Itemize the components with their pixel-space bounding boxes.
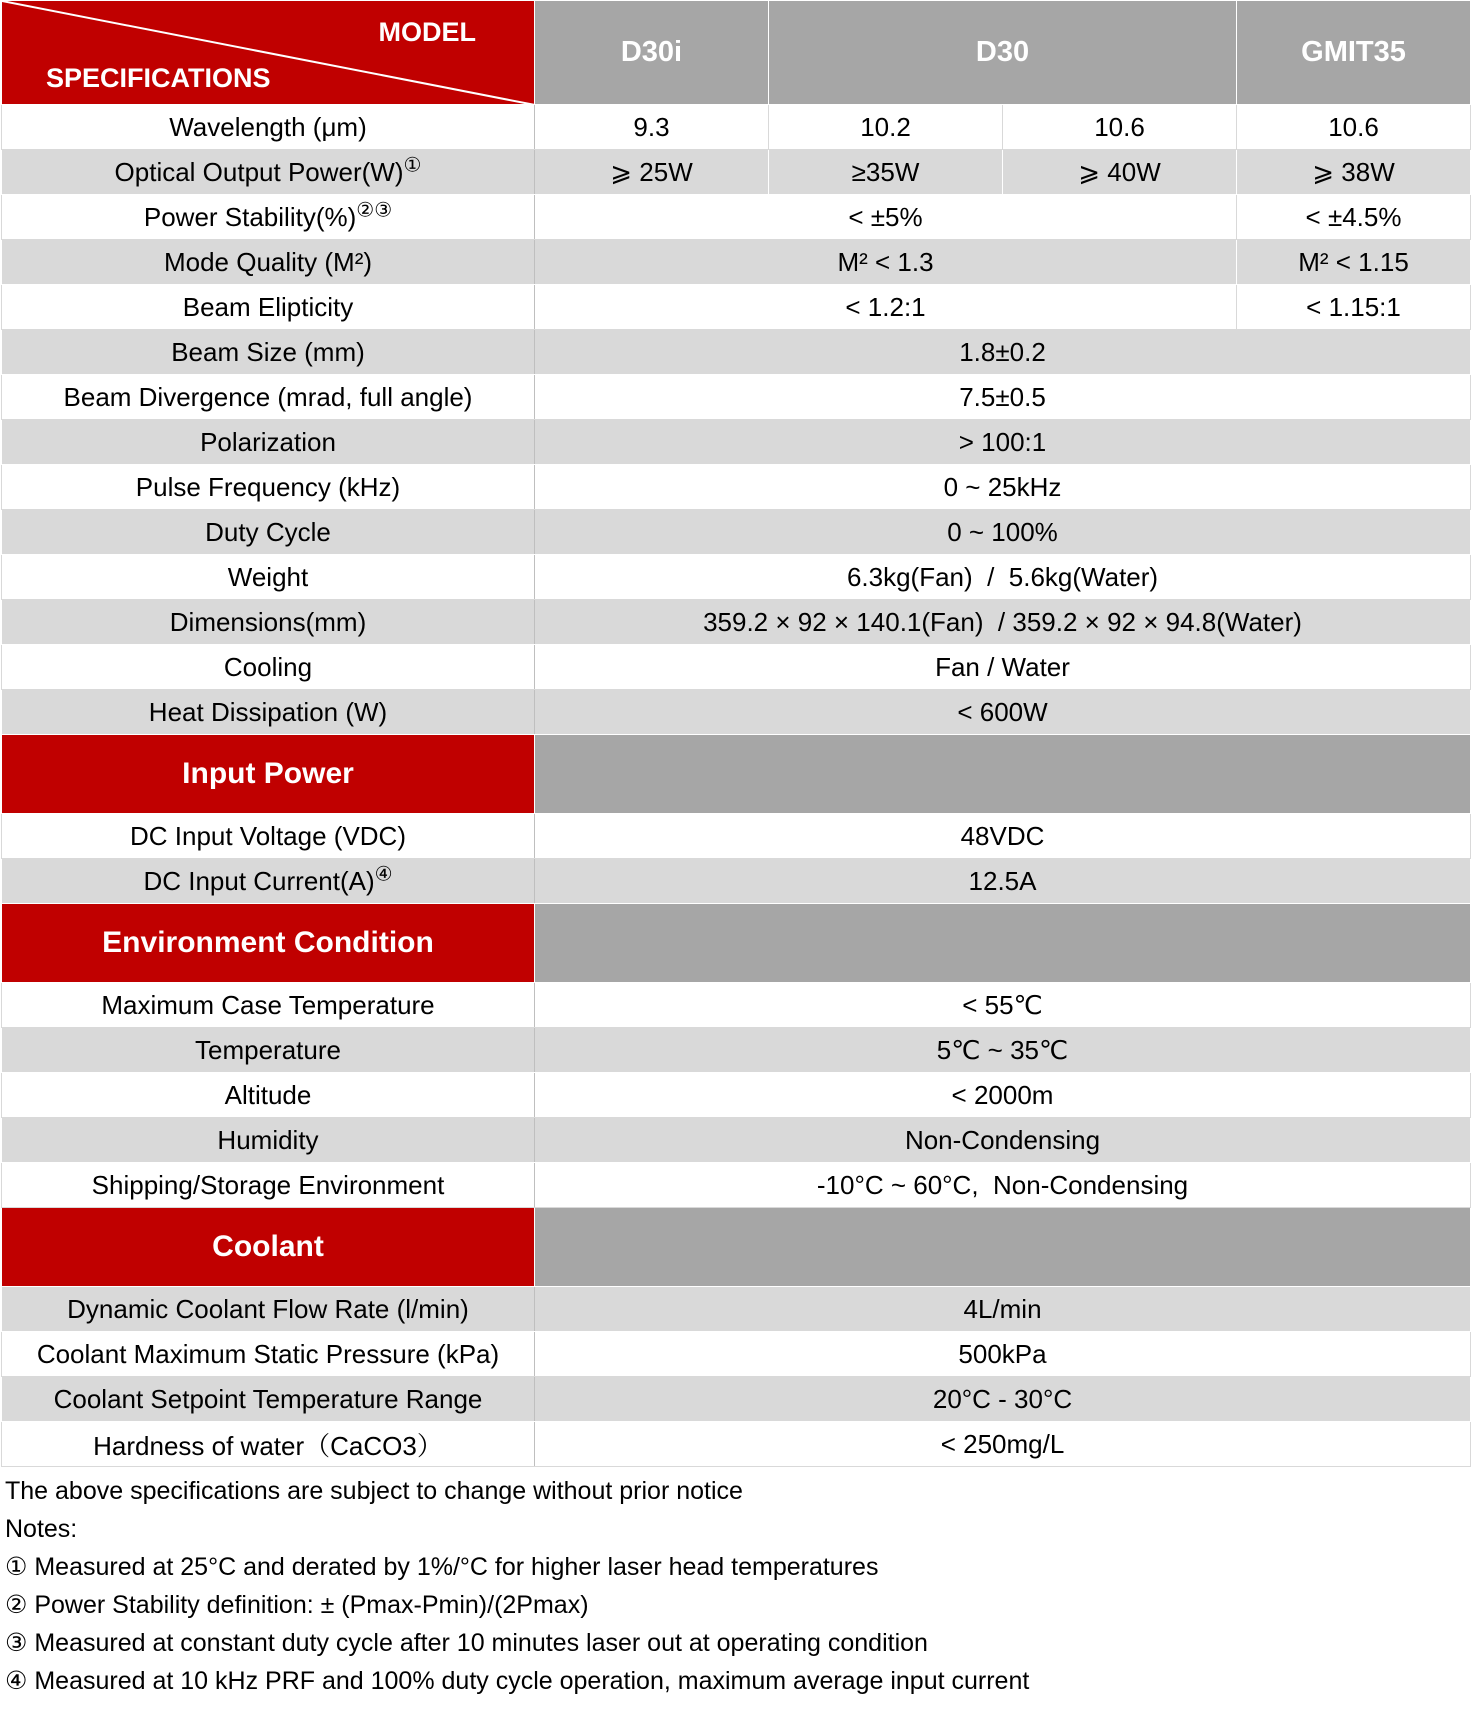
cell-value: 500kPa [535,1332,1471,1377]
row-label: Altitude [2,1073,535,1118]
cell-d30-a: ≥35W [769,150,1003,195]
cell-value: 4L/min [535,1287,1471,1332]
cell-value: < 250mg/L [535,1422,1471,1467]
cell-value: Fan / Water [535,645,1471,690]
section-fill [535,904,1471,983]
row-coolant-pressure [2,1332,1471,1377]
cell-value: -10°C ~ 60°C, Non-Condensing [535,1163,1471,1208]
col-header-d30i: D30i [535,1,769,105]
cell-value: 48VDC [535,814,1471,859]
row-label: Cooling [2,645,535,690]
row-label: Coolant Setpoint Temperature Range [2,1377,535,1422]
cell-d30-group: < 1.2:1 [535,285,1237,330]
note-item: ③ Measured at constant duty cycle after 10 minutes laser out at operating condition [5,1629,928,1657]
row-beam-size [2,330,1471,375]
cell-value: 7.5±0.5 [535,375,1471,420]
row-coolant-setpoint [2,1377,1471,1422]
row-label: Beam Size (mm) [2,330,535,375]
cell-d30-a: 10.2 [769,105,1003,150]
row-label: DC Input Current(A) [143,865,375,896]
row-output-power [2,150,1471,195]
row-mode-quality [2,240,1471,285]
row-cooling [2,645,1471,690]
cell-gmit35: < 1.15:1 [1237,285,1471,330]
cell-value: > 100:1 [535,420,1471,465]
footnote-marker: ① [403,153,422,176]
cell-value: 0 ~ 100% [535,510,1471,555]
cell-value: < 600W [535,690,1471,735]
section-input-power [2,735,1471,814]
disclaimer-text: The above specifications are subject to change without prior notice [5,1477,743,1505]
model-label: MODEL [378,17,476,47]
row-label-cell [2,195,535,240]
cell-d30-b: 10.6 [1003,105,1237,150]
cell-value: < 55℃ [535,983,1471,1028]
spec-table [1,0,1471,1467]
section-title: Coolant [2,1208,535,1287]
row-label: Coolant Maximum Static Pressure (kPa) [2,1332,535,1377]
row-label: Polarization [2,420,535,465]
row-label: Temperature [2,1028,535,1073]
row-case-temperature [2,983,1471,1028]
row-storage-environment [2,1163,1471,1208]
cell-value: 12.5A [535,859,1471,904]
row-label: Heat Dissipation (W) [2,690,535,735]
row-label: Wavelength (μm) [2,105,535,150]
row-dc-voltage [2,814,1471,859]
row-label: DC Input Voltage (VDC) [2,814,535,859]
cell-d30i: ⩾ 25W [535,150,769,195]
row-duty-cycle [2,510,1471,555]
cell-d30-group: < ±5% [535,195,1237,240]
cell-gmit35: M² < 1.15 [1237,240,1471,285]
row-label: Beam Elipticity [2,285,535,330]
section-title: Environment Condition [2,904,535,983]
cell-gmit35: 10.6 [1237,105,1471,150]
row-temperature [2,1028,1471,1073]
row-label: Optical Output Power(W) [114,156,404,187]
section-coolant [2,1208,1471,1287]
cell-d30-group: M² < 1.3 [535,240,1237,285]
row-label-cell [2,150,535,195]
row-label: Hardness of water（CaCO3） [2,1422,535,1467]
row-coolant-flow [2,1287,1471,1332]
cell-value: 6.3kg(Fan) / 5.6kg(Water) [535,555,1471,600]
row-label: Weight [2,555,535,600]
col-header-d30: D30 [769,1,1237,105]
cell-value: 359.2 × 92 × 140.1(Fan) / 359.2 × 92 × 94.8(Water) [535,600,1471,645]
row-label: Duty Cycle [2,510,535,555]
note-item: ② Power Stability definition: ± (Pmax-Pmin)/(2Pmax) [5,1591,589,1619]
notes-block [5,1472,1465,1700]
row-label: Dynamic Coolant Flow Rate (l/min) [2,1287,535,1332]
row-label: Power Stability(%) [143,201,357,232]
row-water-hardness [2,1422,1471,1467]
cell-value: 5℃ ~ 35℃ [535,1028,1471,1073]
row-humidity [2,1118,1471,1163]
row-wavelength [2,105,1471,150]
cell-value: < 2000m [535,1073,1471,1118]
cell-value: 0 ~ 25kHz [535,465,1471,510]
row-label: Beam Divergence (mrad, full angle) [2,375,535,420]
section-fill [535,735,1471,814]
section-fill [535,1208,1471,1287]
note-item: ① Measured at 25°C and derated by 1%/°C for higher laser head temperatures [5,1553,879,1581]
cell-value: 20°C - 30°C [535,1377,1471,1422]
row-weight [2,555,1471,600]
row-power-stability [2,195,1471,240]
notes-heading: Notes: [5,1515,78,1543]
header-diagonal-cell [2,1,535,105]
row-label: Pulse Frequency (kHz) [2,465,535,510]
row-altitude [2,1073,1471,1118]
cell-d30-b: ⩾ 40W [1003,150,1237,195]
row-label: Dimensions(mm) [2,600,535,645]
row-label-cell [2,859,535,904]
row-label: Maximum Case Temperature [2,983,535,1028]
col-header-gmit35: GMIT35 [1237,1,1471,105]
row-label: Mode Quality (M²) [2,240,535,285]
footnote-marker: ②③ [356,198,393,221]
row-beam-divergence [2,375,1471,420]
row-label: Shipping/Storage Environment [2,1163,535,1208]
specifications-label: SPECIFICATIONS [46,63,271,93]
row-beam-ellipticity [2,285,1471,330]
row-dimensions [2,600,1471,645]
note-item: ④ Measured at 10 kHz PRF and 100% duty cycle operation, maximum average input current [5,1667,1030,1695]
section-title: Input Power [2,735,535,814]
row-heat-dissipation [2,690,1471,735]
cell-value: Non-Condensing [535,1118,1471,1163]
footnote-marker: ④ [374,862,393,885]
row-label: Humidity [2,1118,535,1163]
section-environment [2,904,1471,983]
cell-value: 1.8±0.2 [535,330,1471,375]
header-row [2,1,1471,105]
row-dc-current [2,859,1471,904]
cell-gmit35: < ±4.5% [1237,195,1471,240]
row-pulse-frequency [2,465,1471,510]
cell-gmit35: ⩾ 38W [1237,150,1471,195]
cell-d30i: 9.3 [535,105,769,150]
row-polarization [2,420,1471,465]
